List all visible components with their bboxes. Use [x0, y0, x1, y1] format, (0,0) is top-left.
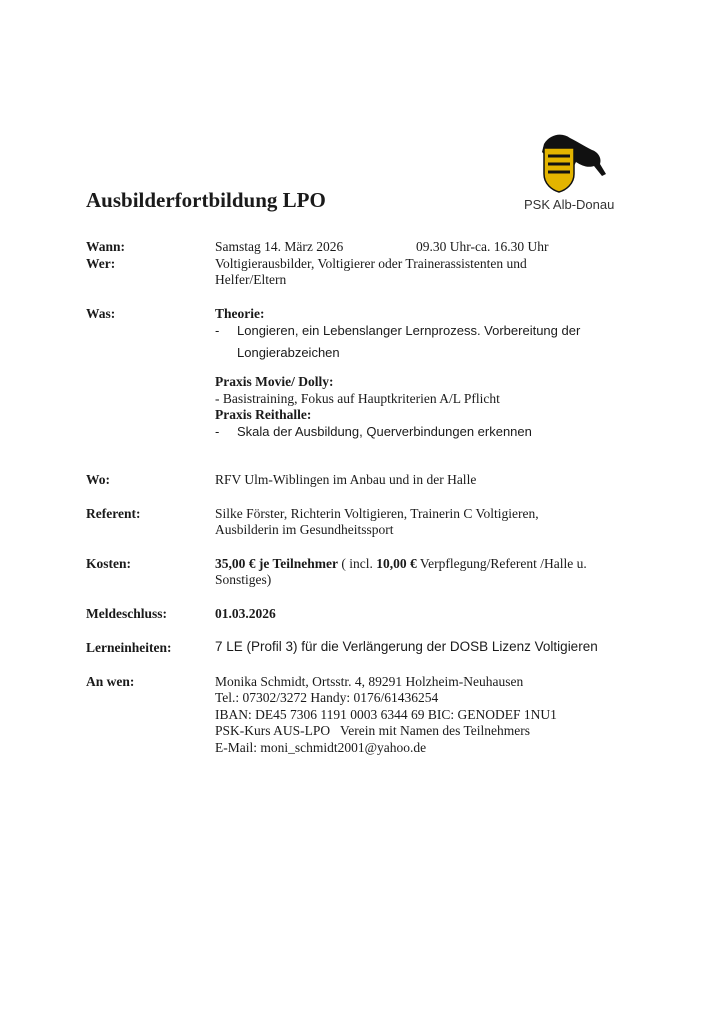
- logo-text: PSK Alb-Donau: [524, 197, 615, 212]
- was-label: Was:: [86, 306, 116, 321]
- anwen-line2: Tel.: 07302/3272 Handy: 0176/61436254: [215, 690, 439, 705]
- theorie-item: [215, 323, 580, 340]
- anwen-line3: IBAN: DE45 7306 1191 0003 6344 69 BIC: GENODEF 1NU1: [215, 707, 557, 722]
- reithalle-item: [215, 424, 532, 441]
- lerneinheiten-label: Lerneinheiten:: [86, 640, 172, 655]
- wann-time: 09.30 Uhr-ca. 16.30 Uhr: [416, 239, 549, 254]
- theorie-heading: Theorie:: [215, 306, 265, 321]
- kosten-price: 35,00 € je Teilnehmer: [215, 556, 338, 571]
- meldeschluss-label: Meldeschluss:: [86, 606, 167, 621]
- kosten-line1: [215, 556, 587, 573]
- reithalle-heading: Praxis Reithalle:: [215, 407, 312, 422]
- referent-line2: Ausbilderin im Gesundheitssport: [215, 522, 394, 537]
- wer-label: Wer:: [86, 256, 116, 271]
- wer-line1: Voltigierausbilder, Voltigierer oder Trainerassistenten und: [215, 256, 527, 271]
- kosten-amount: 10,00 €: [376, 556, 417, 571]
- movie-line: - Basistraining, Fokus auf Hauptkriterien A/L Pflicht: [215, 391, 500, 406]
- wo-label: Wo:: [86, 472, 111, 487]
- theorie-dash: -: [215, 323, 220, 338]
- kosten-label: Kosten:: [86, 556, 131, 571]
- anwen-line4: PSK-Kurs AUS-LPO Verein mit Namen des Teilnehmers: [215, 723, 531, 738]
- meldeschluss-value: 01.03.2026: [215, 606, 276, 621]
- anwen-line1: Monika Schmidt, Ortsstr. 4, 89291 Holzheim-Neuhausen: [215, 674, 524, 689]
- wer-line2: Helfer/Eltern: [215, 272, 287, 287]
- reithalle-dash: -: [215, 424, 220, 439]
- anwen-label: An wen:: [86, 674, 135, 689]
- page-title: Ausbilderfortbildung LPO: [86, 188, 326, 212]
- theorie-line1: Longieren, ein Lebenslanger Lernprozess. Vorbereitung der: [237, 323, 581, 338]
- reithalle-line: Skala der Ausbildung, Querverbindungen erkennen: [237, 424, 532, 439]
- referent-line1: Silke Förster, Richterin Voltigieren, Trainerin C Voltigieren,: [215, 506, 539, 521]
- wo-value: RFV Ulm-Wiblingen im Anbau und in der Halle: [215, 472, 477, 487]
- wann-date: Samstag 14. März 2026: [215, 239, 344, 254]
- referent-label: Referent:: [86, 506, 141, 521]
- kosten-line2: Sonstiges): [215, 572, 272, 587]
- anwen-email[interactable]: E-Mail: moni_schmidt2001@yahoo.de: [215, 740, 427, 755]
- kosten-rest: Verpflegung/Referent /Halle u.: [416, 556, 587, 571]
- wann-label: Wann:: [86, 239, 126, 254]
- kosten-mid: ( incl.: [338, 556, 377, 571]
- theorie-line2: Longierabzeichen: [237, 345, 340, 360]
- movie-heading: Praxis Movie/ Dolly:: [215, 374, 334, 389]
- lerneinheiten-value: 7 LE (Profil 3) für die Verlängerung der DOSB Lizenz Voltigieren: [215, 639, 598, 654]
